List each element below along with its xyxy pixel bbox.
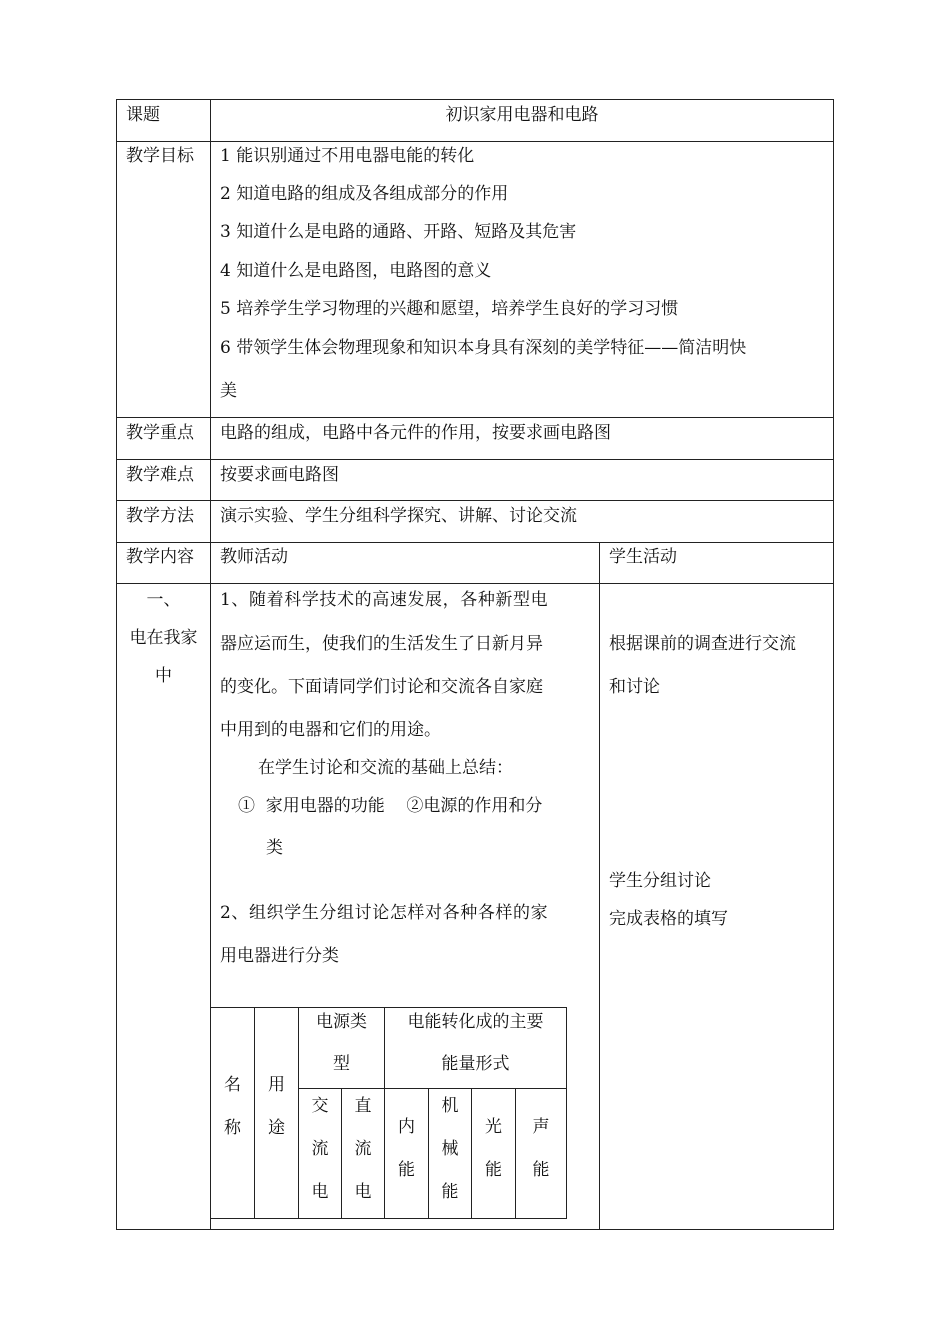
col-energy-form: 电能转化成的主要: [407, 1012, 544, 1032]
difficulties-value: 按要求画电路图: [220, 465, 339, 485]
col-name: 名: [224, 1075, 241, 1095]
inner-col-divider: [471, 1088, 472, 1219]
col-sound-energy: 能: [532, 1160, 550, 1180]
objective-item: 1 能识别通过不用电器电能的转化: [220, 146, 475, 166]
student-activity-header: 学生活动: [609, 547, 677, 567]
col-dc: 直: [354, 1096, 372, 1116]
col-light-energy: 光: [485, 1117, 502, 1137]
objective-item: 3 知道什么是电路的通路、开路、短路及其危害: [220, 222, 577, 242]
teacher-paragraph-line: 用电器进行分类: [220, 946, 339, 966]
col-sound-energy: 声: [532, 1117, 550, 1137]
inner-table-right: [566, 1007, 567, 1219]
table-border-top: [116, 99, 834, 100]
inner-table-divider: [298, 1088, 567, 1089]
teacher-paragraph-line: 1、随着科学技术的高速发展，各种新型电: [220, 590, 549, 610]
teacher-paragraph-line: 2、组织学生分组讨论怎样对各种各样的家: [220, 903, 549, 923]
col-heat-energy: 内: [398, 1117, 415, 1137]
col-heat-energy: 能: [398, 1160, 415, 1180]
inner-col-divider: [254, 1007, 255, 1219]
inner-col-divider: [515, 1088, 516, 1219]
col-ac: 流: [311, 1139, 329, 1159]
objective-item: 2 知道电路的组成及各组成部分的作用: [220, 184, 509, 204]
col-use: 途: [268, 1118, 285, 1138]
objective-item: 美: [220, 381, 237, 401]
col-use: 用: [268, 1075, 285, 1095]
student-column-divider: [599, 542, 600, 1230]
teacher-summary-points: ① 家用电器的功能 ②电源的作用和分: [238, 796, 543, 816]
col-dc: 流: [354, 1139, 372, 1159]
objectives-label: 教学目标: [126, 146, 194, 166]
methods-value: 演示实验、学生分组科学探究、讲解、讨论交流: [220, 506, 577, 526]
col-energy-form: 能量形式: [441, 1054, 510, 1074]
objective-item: 6 带领学生体会物理现象和知识本身具有深刻的美学特征——简洁明快: [220, 338, 747, 358]
col-light-energy: 能: [485, 1160, 502, 1180]
topic-label: 课题: [126, 105, 160, 125]
inner-col-divider: [384, 1007, 385, 1219]
table-border-right: [833, 99, 834, 1230]
row-divider: [116, 417, 834, 418]
objective-item: 4 知道什么是电路图，电路图的意义: [220, 261, 492, 281]
methods-label: 教学方法: [126, 506, 194, 526]
teacher-summary-intro: 在学生讨论和交流的基础上总结：: [258, 758, 513, 778]
row-divider: [116, 459, 834, 460]
col-power-type: 电源类: [316, 1012, 367, 1032]
col-ac: 交: [311, 1096, 329, 1116]
col-ac: 电: [311, 1182, 329, 1202]
teacher-activity-header: 教师活动: [220, 547, 288, 567]
page-title: 初识家用电器和电路: [445, 105, 599, 125]
teacher-paragraph-line: 中用到的电器和它们的用途。: [220, 720, 441, 740]
student-activity-line: 完成表格的填写: [609, 909, 728, 929]
student-activity-line: 学生分组讨论: [609, 871, 711, 891]
col-mechanical-energy: 机: [441, 1096, 459, 1116]
student-activity-line: 根据课前的调查进行交流: [609, 634, 796, 654]
row-divider: [116, 500, 834, 501]
key-points-value: 电路的组成，电路中各元件的作用，按要求画电路图: [220, 423, 611, 443]
table-border-bottom: [116, 1229, 834, 1230]
key-points-label: 教学重点: [126, 423, 194, 443]
row-divider: [116, 141, 834, 142]
col-mechanical-energy: 能: [441, 1182, 459, 1202]
section-title-cont: 中: [155, 666, 172, 686]
label-column-divider: [210, 99, 211, 1230]
teacher-paragraph-line: 的变化。下面请同学们讨论和交流各自家庭: [220, 677, 543, 697]
teacher-summary-points-cont: 类: [266, 838, 283, 858]
content-label: 教学内容: [126, 547, 194, 567]
table-border-left: [116, 99, 117, 1230]
row-divider: [116, 542, 834, 543]
col-dc: 电: [354, 1182, 372, 1202]
objective-item: 5 培养学生学习物理的兴趣和愿望，培养学生良好的学习习惯: [220, 299, 679, 319]
col-mechanical-energy: 械: [441, 1139, 459, 1159]
col-name: 称: [224, 1118, 241, 1138]
section-title: 电在我家: [129, 628, 198, 648]
inner-table-bottom: [211, 1218, 567, 1219]
col-power-type: 型: [333, 1054, 350, 1074]
section-number: 一、: [146, 590, 181, 610]
difficulties-label: 教学难点: [126, 465, 194, 485]
student-activity-line: 和讨论: [609, 677, 660, 697]
teacher-paragraph-line: 器应运而生，使我们的生活发生了日新月异: [220, 634, 543, 654]
row-divider: [116, 583, 834, 584]
inner-table-top: [211, 1007, 567, 1008]
